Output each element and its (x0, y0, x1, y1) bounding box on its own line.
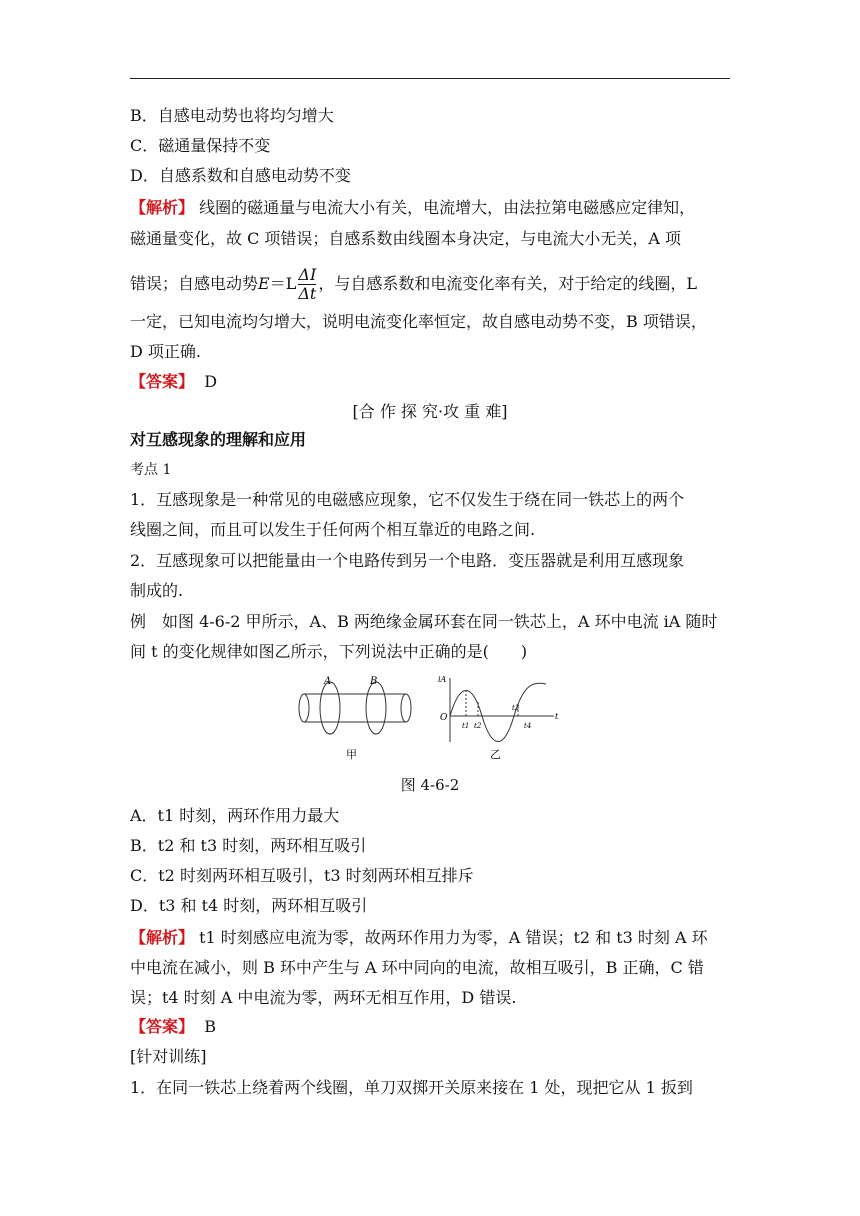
label-t: t (555, 712, 559, 721)
label-t2: t2 (474, 722, 482, 730)
analysis-1-line-1: 【解析】 线圈的磁通量与电流大小有关，电流增大，由法拉第电磁感应定律知， (130, 198, 696, 217)
point-2-line-2: 制成的. (130, 581, 184, 600)
kaodian-label: 考点 1 (130, 462, 172, 478)
point-1-line-1: 1．互感现象是一种常见的电磁感应现象，它不仅发生于绕在同一铁芯上的两个 (130, 490, 685, 509)
training-header: [针对训练] (130, 1047, 207, 1066)
analysis-2-line-2: 中电流在减小，则 B 环中产生与 A 环中同向的电流，故相互吸引，B 正确，C 错 (130, 958, 704, 977)
section-title: [合 作 探 究·攻 重 难] (352, 402, 508, 421)
label-t1: t1 (462, 722, 470, 730)
point-2-line-1: 2．互感现象可以把能量由一个电路传到另一个电路．变压器就是利用互感现象 (130, 551, 685, 570)
analysis-1-line-3: 错误；自感电动势E＝L $\frac{\Delta I}{\Delta t}$ ，与自感系数和电流变化率有关，对于给定的线圈，L (130, 265, 697, 303)
option-a: A．t1 时刻，两环作用力最大 (130, 806, 340, 825)
answer-2: 【答案】 B (130, 1017, 216, 1036)
answer-1: 【答案】 D (130, 372, 218, 391)
ring-a (320, 682, 340, 734)
formula-fraction: $\frac{\Delta I}{\Delta t}$ (298, 265, 317, 303)
coil-diagram (299, 682, 411, 734)
label-t4: t4 (524, 722, 532, 730)
figure-4-6-2 (290, 672, 570, 762)
option-b-prev: B．自感电动势也将均匀增大 (130, 106, 334, 125)
ring-b (366, 682, 386, 734)
current-graph (450, 678, 554, 742)
label-t3: t3 (512, 704, 520, 712)
topic-title: 对互感现象的理解和应用 (130, 430, 307, 449)
label-o: O (440, 713, 448, 723)
option-d-prev: D．自感系数和自感电动势不变 (130, 166, 351, 185)
label-yi: 乙 (490, 748, 501, 761)
analysis-1-line-2: 磁通量变化，故 C 项错误；自感系数由线圈本身决定，与电流大小无关，A 项 (130, 229, 682, 248)
analysis-1-line-4: 一定，已知电流均匀增大，说明电流变化率恒定，故自感电动势不变，B 项错误， (130, 312, 707, 331)
analysis-label: 【解析】 (130, 198, 195, 217)
option-c: C．t2 时刻两环相互吸引，t3 时刻两环相互排斥 (130, 866, 474, 885)
option-b: B．t2 和 t3 时刻，两环相互吸引 (130, 836, 367, 855)
analysis-2-line-1: 【解析】 t1 时刻感应电流为零，故两环作用力为零，A 错误；t2 和 t3 时刻 A 环 (130, 928, 708, 947)
figure-caption: 图 4-6-2 (400, 776, 460, 794)
example-line-2: 间 t 的变化规律如图乙所示，下列说法中正确的是( ) (130, 642, 528, 661)
option-d: D．t3 和 t4 时刻，两环相互吸引 (130, 896, 368, 915)
analysis-1-line-5: D 项正确. (130, 342, 202, 361)
example-line-1: 例 如图 4-6-2 甲所示，A、B 两绝缘金属环套在同一铁芯上，A 环中电流 iA 随时 (130, 612, 718, 631)
analysis-2-line-3: 误；t4 时刻 A 中电流为零，两环无相互作用，D 错误. (130, 988, 517, 1007)
label-jia: 甲 (346, 748, 357, 761)
header-rule (130, 78, 730, 79)
label-b: B (370, 676, 378, 687)
point-1-line-2: 线圈之间，而且可以发生于任何两个相互靠近的电路之间. (130, 520, 536, 539)
label-ia: iA (438, 675, 447, 684)
training-question-1: 1．在同一铁芯上绕着两个线圈，单刀双掷开关原来接在 1 处，现把它从 1 扳到 (130, 1078, 693, 1097)
option-c-prev: C．磁通量保持不变 (130, 136, 271, 155)
label-a: A (324, 676, 332, 687)
